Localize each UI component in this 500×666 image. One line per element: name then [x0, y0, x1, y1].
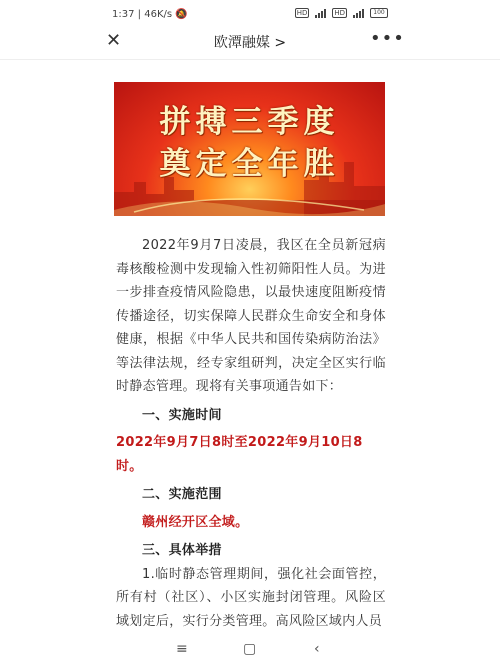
menu-icon[interactable]: ≡	[176, 641, 188, 657]
intro-paragraph: 2022年9月7日凌晨，我区在全员新冠病毒核酸检测中发现输入性初筛阳性人员。为进一步排查疫情风险隐患，以最快速度阻断疫情传播途径，切实保障人民群众生命安全和身体健康，根据《中华人民共和国传染病防治法》等法律法规，经专家组研判，决定全区实行临时静态管理。现将有关事项通告如下：	[116, 238, 386, 394]
time-range-text: 2022年9月7日8时至2022年9月10日8时。	[116, 435, 363, 474]
section-heading-measures: 三、具体举措	[142, 543, 222, 558]
network-speed: 46K/s	[144, 9, 173, 20]
signal-icon	[315, 9, 326, 18]
article-body	[116, 234, 386, 633]
hd-icon: HD	[296, 9, 308, 17]
more-icon[interactable]: •••	[370, 28, 405, 49]
signal-icon-2	[353, 9, 364, 18]
status-right	[295, 8, 388, 18]
home-icon[interactable]: ▢	[243, 641, 257, 657]
scope-text: 赣州经开区全域。	[142, 514, 249, 530]
banner-line2: 奠定全年胜	[159, 146, 340, 182]
close-icon[interactable]: ✕	[106, 30, 122, 51]
banner-line1: 拼搏三季度	[159, 104, 340, 140]
status-left: 1:37 | 46K/s 🔕	[112, 9, 188, 20]
status-time: 1:37	[112, 9, 135, 20]
account-title[interactable]: 欧潭融媒 >	[213, 35, 287, 51]
system-nav-bar	[0, 638, 500, 666]
battery-icon: 100	[370, 8, 388, 18]
section-heading-time: 一、实施时间	[142, 407, 222, 423]
measure-paragraph: 1.临时静态管理期间，强化社会面管控，所有村（社区）、小区实施封闭管理。风险区域划定后，实行分类管理。高风险区域内人员	[116, 566, 386, 629]
hd-icon-2: HD	[334, 9, 345, 17]
section-heading-scope: 二、实施范围	[142, 487, 222, 502]
nav-bar	[0, 26, 500, 56]
bell-off-icon: 🔕	[175, 9, 188, 20]
banner-image	[114, 82, 385, 216]
nav-divider	[0, 59, 500, 60]
back-icon[interactable]: ‹	[314, 641, 320, 657]
